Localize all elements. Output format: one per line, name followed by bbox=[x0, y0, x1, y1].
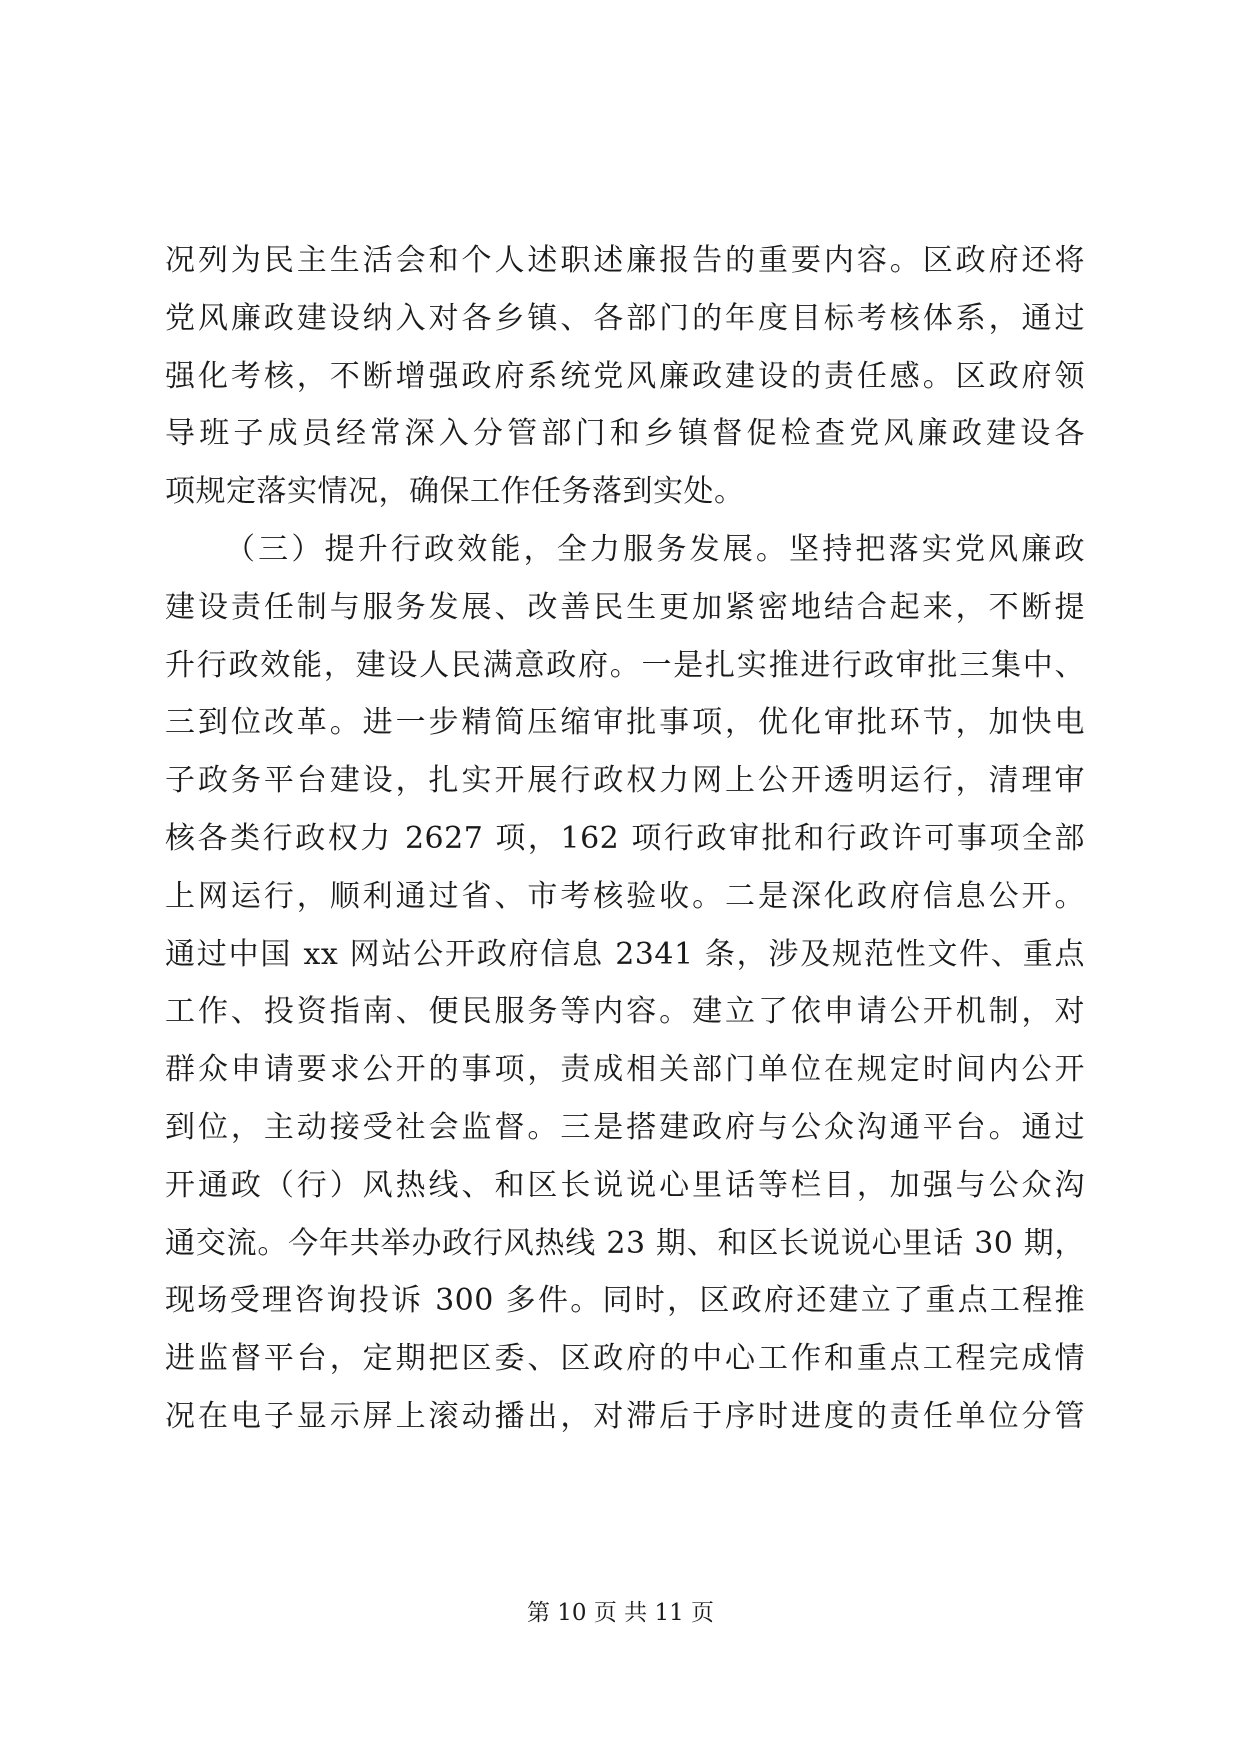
text-line: 升行政效能，建设人民满意政府。一是扎实推进行政审批三集中、 bbox=[165, 647, 1085, 683]
text-line: 上网运行，顺利通过省、市考核验收。二是深化政府信息公开。 bbox=[165, 878, 1085, 914]
body-text bbox=[165, 232, 1085, 1446]
text-line: 强化考核，不断增强政府系统党风廉政建设的责任感。区政府领 bbox=[165, 358, 1085, 394]
page-number-footer: 第 10 页 共 11 页 bbox=[526, 1600, 715, 1626]
text-line: 现场受理咨询投诉 300 多件。同时，区政府还建立了重点工程推 bbox=[165, 1283, 1085, 1319]
section-heading-line: （三）提升行政效能，全力服务发展。坚持把落实党风廉政 bbox=[225, 531, 1085, 567]
text-line: 建设责任制与服务发展、改善民生更加紧密地结合起来，不断提 bbox=[165, 589, 1085, 625]
text-line: 工作、投资指南、便民服务等内容。建立了依申请公开机制，对 bbox=[165, 994, 1085, 1030]
text-line: 到位，主动接受社会监督。三是搭建政府与公众沟通平台。通过 bbox=[165, 1109, 1085, 1145]
text-line: 进监督平台，定期把区委、区政府的中心工作和重点工程完成情 bbox=[165, 1341, 1085, 1377]
text-line: 群众申请要求公开的事项，责成相关部门单位在规定时间内公开 bbox=[165, 1052, 1085, 1088]
text-line: 子政务平台建设，扎实开展行政权力网上公开透明运行，清理审 bbox=[165, 763, 1085, 799]
text-line: 党风廉政建设纳入对各乡镇、各部门的年度目标考核体系，通过 bbox=[165, 300, 1085, 336]
text-line: 核各类行政权力 2627 项，162 项行政审批和行政许可事项全部 bbox=[165, 820, 1085, 856]
text-line: 三到位改革。进一步精简压缩审批事项，优化审批环节，加快电 bbox=[165, 705, 1085, 741]
text-line: 项规定落实情况，确保工作任务落到实处。 bbox=[165, 474, 745, 510]
text-line: 况列为民主生活会和个人述职述廉报告的重要内容。区政府还将 bbox=[165, 243, 1085, 278]
text-line: 导班子成员经常深入分管部门和乡镇督促检查党风廉政建设各 bbox=[165, 416, 1085, 452]
text-line: 开通政（行）风热线、和区长说说心里话等栏目，加强与公众沟 bbox=[165, 1167, 1085, 1203]
text-line: 况在电子显示屏上滚动播出，对滞后于序时进度的责任单位分管 bbox=[165, 1398, 1085, 1434]
text-line: 通交流。今年共举办政行风热线 23 期、和区长说说心里话 30 期， bbox=[165, 1225, 1085, 1261]
text-line: 通过中国 xx 网站公开政府信息 2341 条，涉及规范性文件、重点 bbox=[165, 936, 1085, 972]
